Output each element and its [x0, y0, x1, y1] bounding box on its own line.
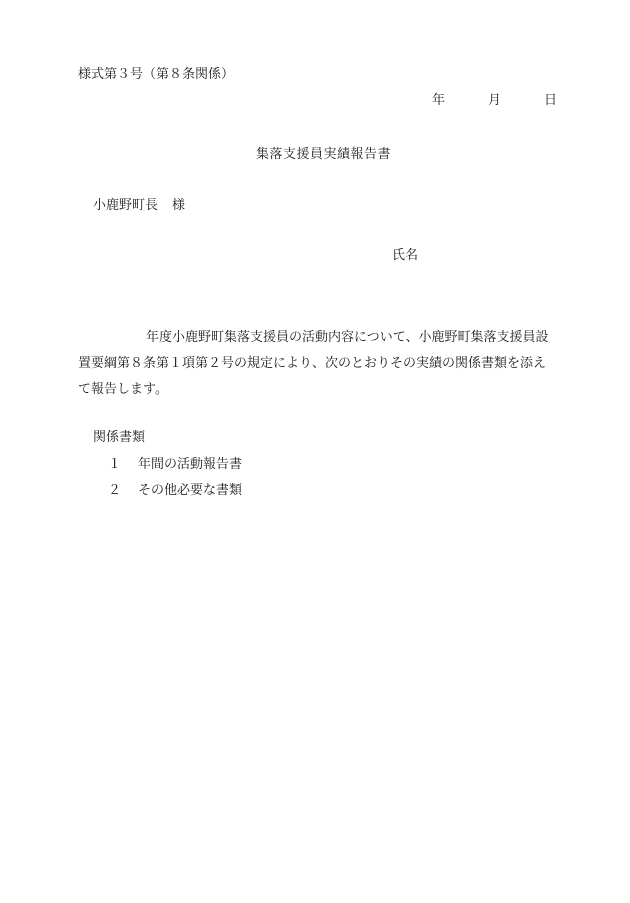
attachment-label: 年間の活動報告書 — [138, 457, 243, 472]
date-day-label: 日 — [544, 93, 558, 108]
name-label: 氏名 — [392, 248, 419, 263]
attachment-item — [108, 458, 242, 471]
body-paragraph — [78, 325, 570, 403]
attachment-item — [108, 484, 242, 497]
date-month-label: 月 — [488, 93, 502, 108]
date-year-label: 年 — [432, 93, 446, 108]
date-line — [432, 94, 557, 107]
body-line-2: 置要綱第８条第１項第２号の規定により、次のとおりその実績の関係書類を添え — [78, 356, 547, 371]
body-line-1: 年度小鹿野町集落支援員の活動内容について、小鹿野町集落支援員設 — [146, 330, 549, 345]
addressee — [93, 199, 185, 212]
attachment-number: １ — [108, 457, 122, 472]
attachment-number: ２ — [108, 483, 122, 498]
addressee-name: 小鹿野町長 — [93, 198, 159, 213]
document-title: 集落支援員実績報告書 — [256, 147, 392, 162]
attachments-heading: 関係書類 — [93, 430, 146, 445]
attachment-label: その他必要な書類 — [138, 483, 243, 498]
addressee-honorific: 様 — [172, 198, 186, 213]
form-number: 様式第３号（第８条関係） — [78, 67, 235, 82]
body-line-3: て報告します。 — [78, 382, 168, 397]
